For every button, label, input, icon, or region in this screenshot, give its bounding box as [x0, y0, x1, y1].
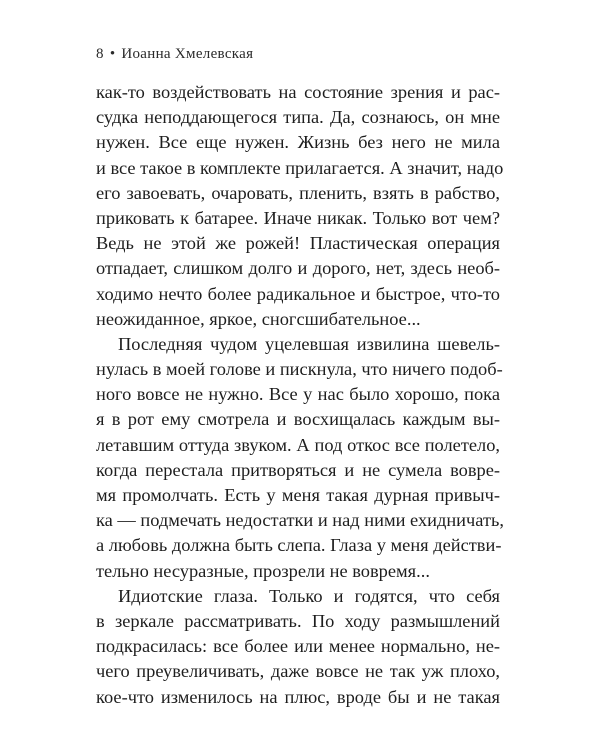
text-line: я в рот ему смотрела и восхищалась каждым вы-: [96, 409, 500, 430]
text-line: чего преувеличивать, даже вовсе не так уж плохо,: [96, 661, 500, 682]
running-head: [96, 46, 253, 63]
text-line: приковать к батарее. Иначе никак. Только вот чем?: [96, 207, 500, 228]
text-line: нулась в моей голове и пискнула, что ничего подоб-: [96, 359, 503, 380]
text-line: и все такое в комплекте прилагается. А значит, надо: [96, 157, 504, 178]
header-separator: •: [109, 46, 116, 62]
page-number: 8: [96, 46, 104, 62]
text-line: кое-что изменилось на плюс, вроде бы и не такая: [96, 686, 500, 707]
text-line: ного вовсе не нужно. Все у нас было хорошо, пока: [96, 384, 500, 405]
text-line: Последняя чудом уцелевшая извилина шевель-: [118, 333, 500, 354]
text-line: Идиотские глаза. Только и годятся, что себя: [118, 585, 500, 606]
text-line: мя промолчать. Есть у меня такая дурная привыч-: [96, 485, 500, 505]
text-line: судка неподдающегося типа. Да, сознаюсь, он мне: [96, 107, 500, 128]
text-line: а любовь должна быть слепа. Глаза у меня действи-: [96, 535, 502, 556]
text-line: тельно несуразные, прозрели не вовремя...: [96, 560, 430, 581]
text-line: подкрасилась: все более или менее нормально, не-: [96, 636, 500, 657]
text-line: в зеркале рассматривать. По ходу размышлений: [96, 610, 500, 631]
author-name: Иоанна Хмелевская: [121, 46, 254, 62]
text-line: как-то воздействовать на состояние зрения и рас-: [96, 82, 500, 102]
text-line: ходимо нечто более радикальное и быстрое, что-то: [96, 283, 500, 304]
text-line: отпадает, слишком долго и дорого, нет, здесь необ-: [96, 258, 500, 279]
text-line: Ведь не этой же рожей! Пластическая операция: [96, 233, 500, 254]
text-line: неожиданное, яркое, сногсшибательное...: [96, 308, 421, 329]
text-line: его завоевать, очаровать, пленить, взять в рабство,: [96, 182, 500, 203]
body-text: [96, 80, 504, 710]
text-line: летавшим оттуда звуком. А под откос все полетело,: [96, 434, 500, 455]
text-line: ка — подмечать недостатки и над ними ехидничать,: [96, 510, 504, 531]
text-line: когда перестала притворяться и не сумела вовре-: [96, 459, 500, 480]
text-line: нужен. Все еще нужен. Жизнь без него не мила: [96, 132, 500, 153]
